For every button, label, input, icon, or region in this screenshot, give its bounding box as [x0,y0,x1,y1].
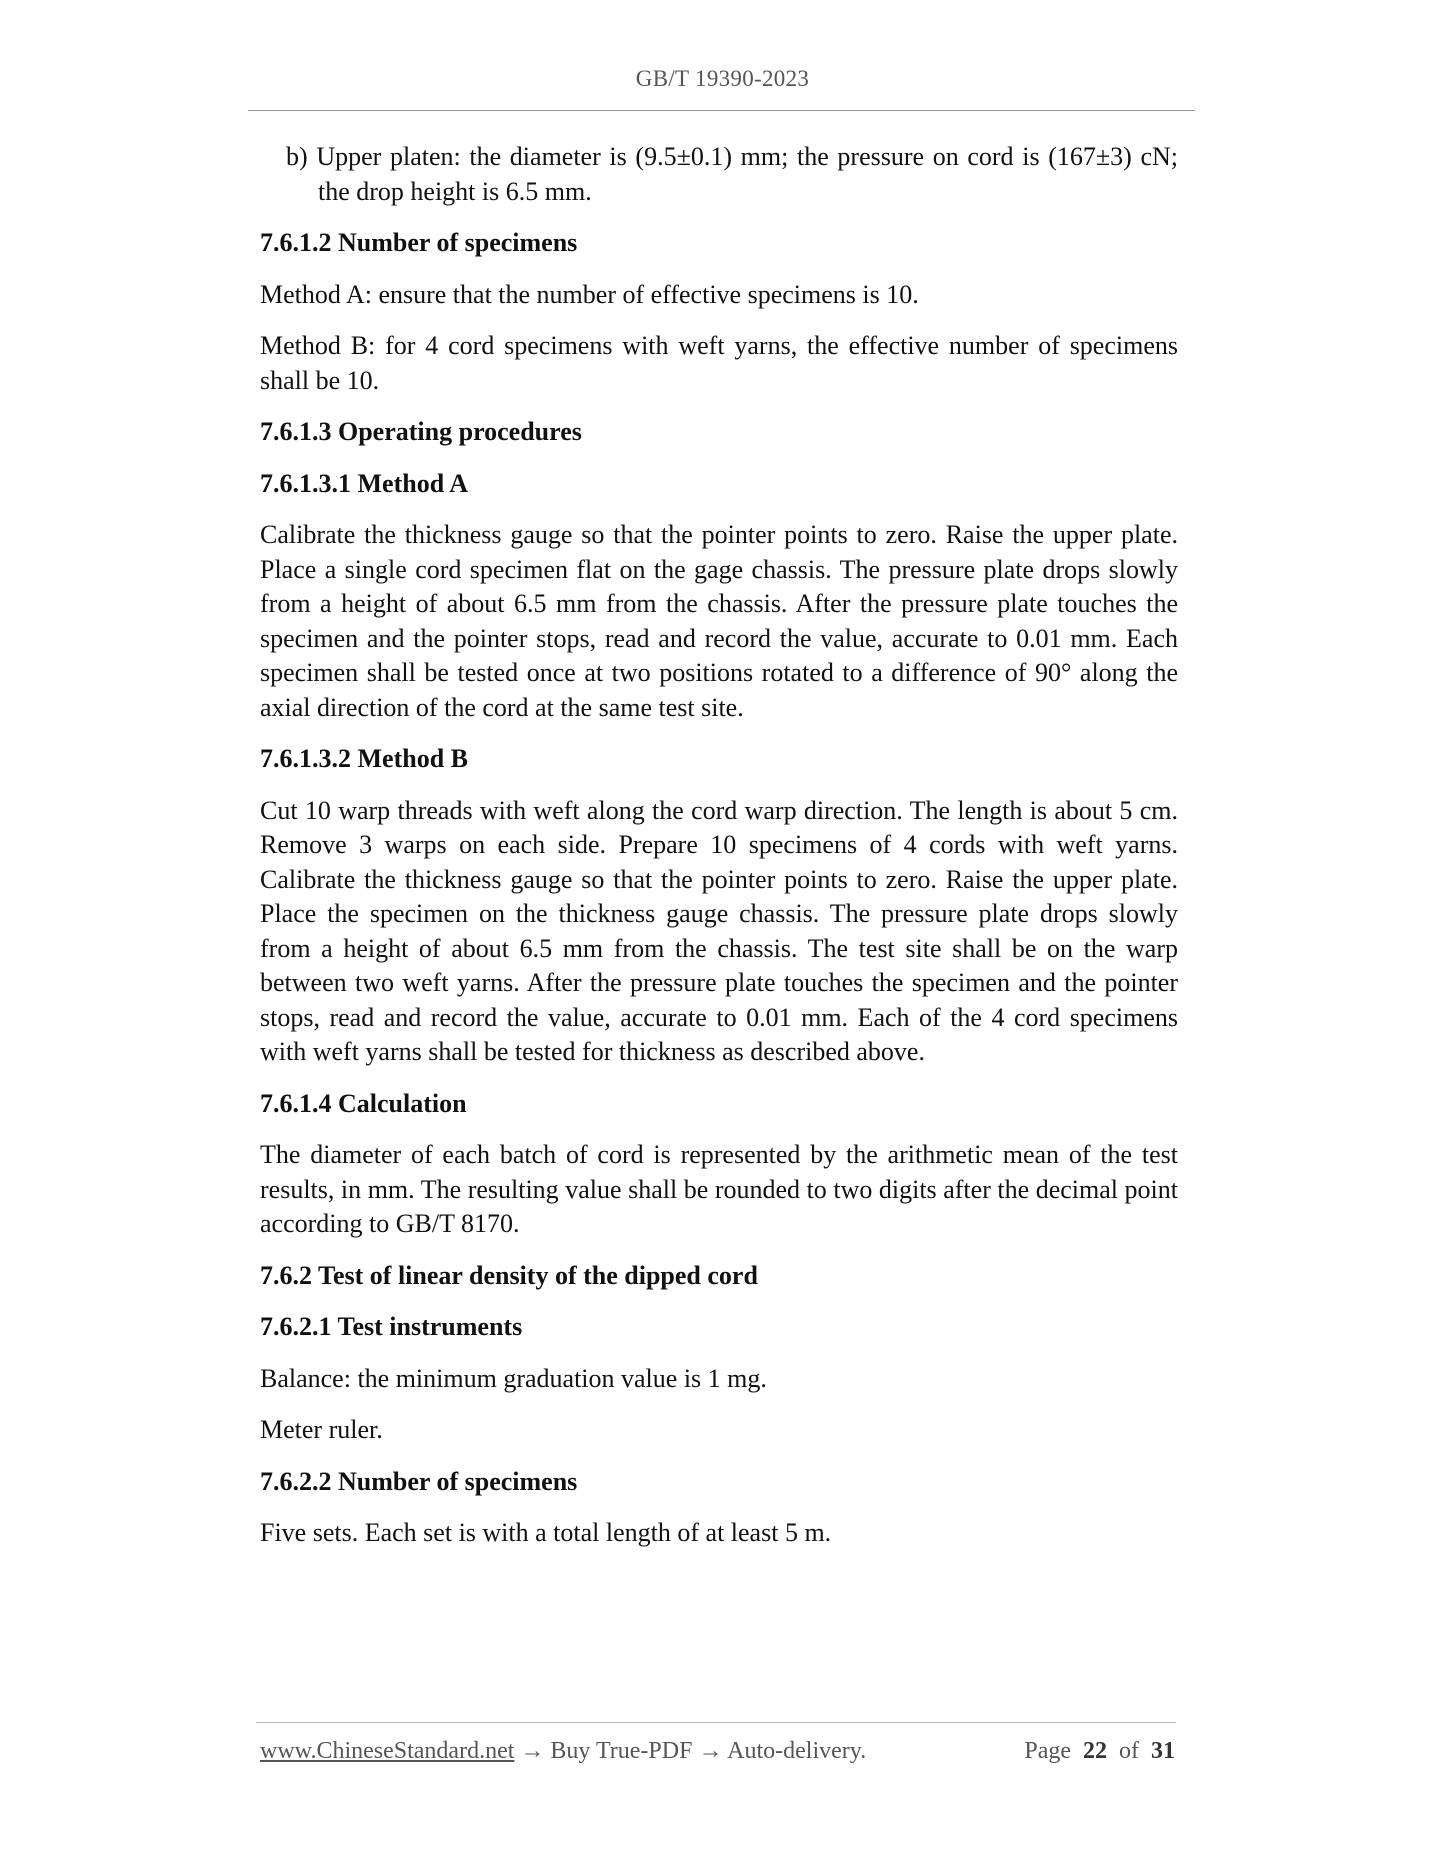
arrow-icon: → [520,1738,545,1764]
paragraph: Five sets. Each set is with a total length of at least 5 m. [260,1518,832,1547]
buy-pdf-text: Buy True-PDF [550,1738,693,1764]
footer-promo [260,1738,866,1765]
paragraph: Method A: ensure that the number of effective specimens is 10. [260,279,919,309]
current-page: 22 [1083,1738,1107,1764]
section-heading-7622: 7.6.2.2 Number of specimens [260,1466,578,1496]
list-marker: b) [286,142,308,171]
site-link[interactable]: www.ChineseStandard.net [260,1738,515,1764]
list-item-b [260,140,1178,209]
section-heading-76131: 7.6.1.3.1 Method A [260,468,468,498]
paragraph: Balance: the minimum graduation value is 1 mg. [260,1363,767,1393]
arrow-icon: → [698,1738,723,1764]
footer-divider [256,1722,1176,1723]
list-item-text: Upper platen: the diameter is (9.5±0.1) mm; the pressure on cord is (167±3) cN; the drop height is 6.5 mm. [316,142,1179,206]
page-content [260,140,1178,1551]
paragraph: Cut 10 warp threads with weft along the cord warp direction. The length is about 5 cm. Remove 3 warps on each side. Prepare 10 specimens of 4 cords with weft yarns. Calibrate the thickness gauge so that the pointer points to zero. Raise the upper plate. Place the specimen on the thickness gauge chassis. The pressure plate drops slowly from a height of about 6.5 mm from the chassis. The test site shall be on the warp between two weft yarns. After the pressure plate touches the specimen and the pointer stops, read and record the value, accurate to 0.01 mm. Each of the 4 cord specimens with weft yarns shall be tested for thickness as described above. [260,795,1178,1066]
paragraph: Meter ruler. [260,1415,383,1444]
section-heading-7613: 7.6.1.3 Operating procedures [260,417,582,446]
page-number [1024,1738,1175,1765]
section-heading-762: 7.6.2 Test of linear density of the dipped cord [260,1260,758,1290]
total-pages: 31 [1151,1738,1175,1764]
paragraph: Calibrate the thickness gauge so that the pointer points to zero. Raise the upper plate. Place a single cord specimen flat on the gage chassis. The pressure plate drops slowly from a height of about 6.5 mm from the chassis. After the pressure plate touches the specimen and the pointer stops, read and record the value, accurate to 0.01 mm. Each specimen shall be tested once at two positions rotated to a difference of 90° along the axial direction of the cord at the same test site. [260,520,1178,722]
page-label: Page [1024,1738,1071,1764]
paragraph: Method B: for 4 cord specimens with weft yarns, the effective number of specimens shall be 10. [260,331,1178,395]
section-heading-7614: 7.6.1.4 Calculation [260,1088,467,1118]
auto-delivery-text: Auto-delivery. [727,1738,867,1764]
section-heading-76132: 7.6.1.3.2 Method B [260,744,468,773]
section-heading-7621: 7.6.2.1 Test instruments [260,1312,523,1341]
paragraph: The diameter of each batch of cord is represented by the arithmetic mean of the test results, in mm. The resulting value shall be rounded to two digits after the decimal point according to GB/T 8170. [260,1140,1178,1238]
of-label: of [1119,1738,1139,1764]
header-divider [248,110,1195,111]
section-heading-7612: 7.6.1.2 Number of specimens [260,228,578,257]
document-code-header: GB/T 19390-2023 [635,66,810,91]
